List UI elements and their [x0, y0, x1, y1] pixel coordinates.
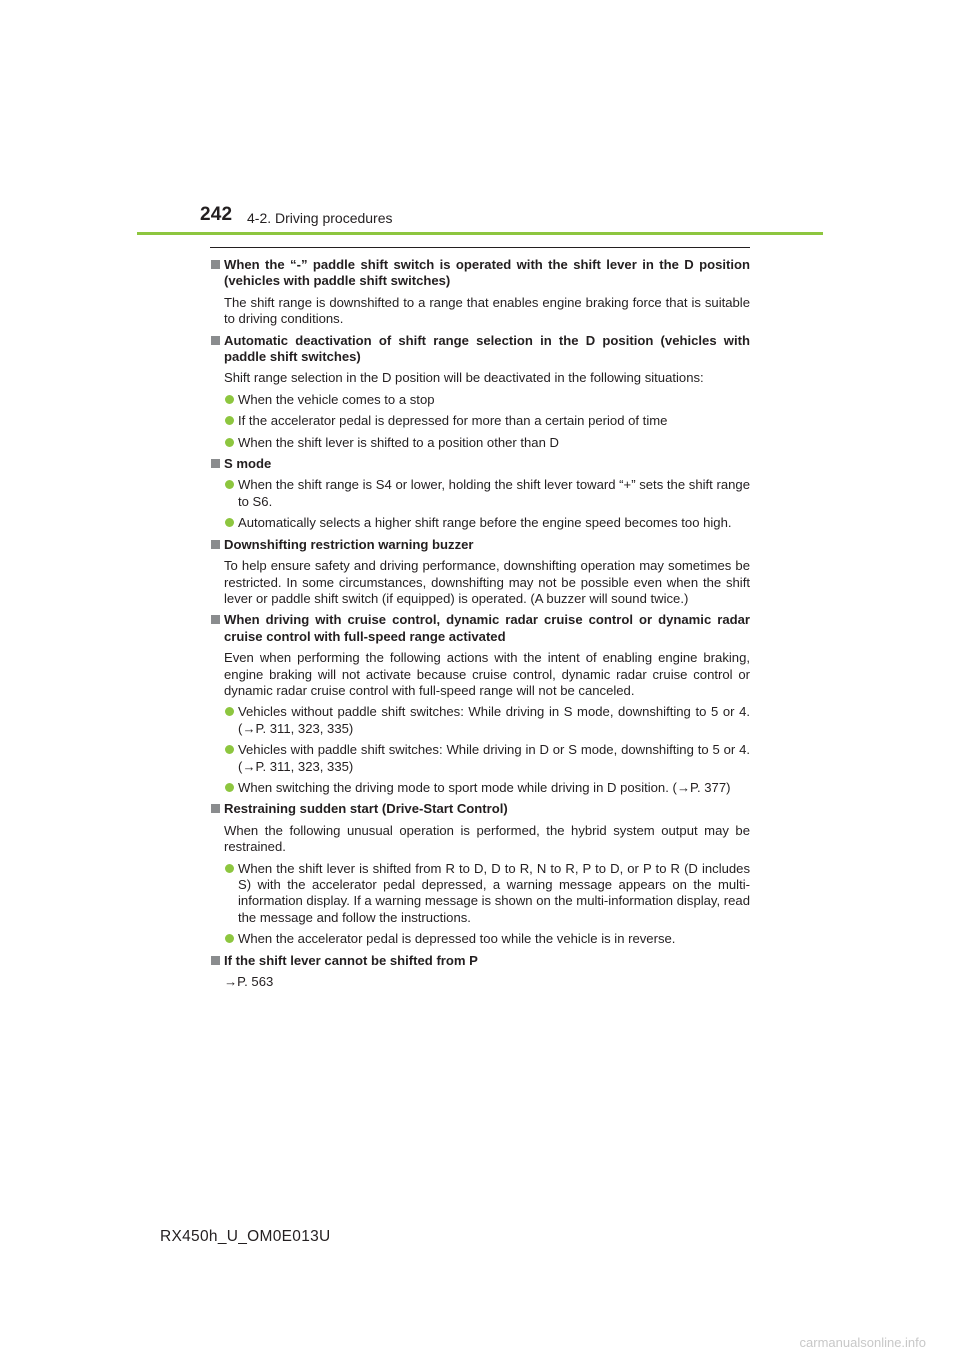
- square-bullet-icon: [211, 615, 220, 624]
- note-section: [210, 333, 750, 451]
- note-heading: [210, 953, 750, 969]
- square-bullet-icon: [211, 540, 220, 549]
- note-heading-text: If the shift lever cannot be shifted from P: [224, 952, 478, 968]
- list-item-text: If the accelerator pedal is depressed for more than a certain period of time: [238, 413, 668, 429]
- square-bullet-icon: [211, 336, 220, 345]
- note-heading: [210, 456, 750, 472]
- list-item: [210, 931, 750, 947]
- circle-bullet-icon: [225, 480, 234, 489]
- list-item: [210, 780, 750, 796]
- note-heading: [210, 612, 750, 645]
- note-paragraph: →P. 563: [224, 974, 274, 990]
- page-number: 242: [200, 204, 233, 225]
- note-heading-text: S mode: [224, 456, 272, 472]
- circle-bullet-icon: [225, 864, 234, 873]
- model-code: RX450h_U_OM0E013U: [160, 1228, 331, 1245]
- list-item-text: Automatically selects a higher shift range before the engine speed becomes too high.: [238, 515, 732, 531]
- list-item-text: When switching the driving mode to sport mode while driving in D position. (→P. 377): [238, 779, 731, 795]
- circle-bullet-icon: [225, 438, 234, 447]
- square-bullet-icon: [211, 956, 220, 965]
- list-item-text: When the shift lever is shifted to a position other than D: [238, 434, 559, 450]
- note-paragraph: Shift range selection in the D position will be deactivated in the following situations:: [224, 370, 704, 386]
- list-item-text: When the shift lever is shifted from R to D, D to R, N to R, P to D, or P to R (D includes S) with the accelerator pedal depressed, a warning message appears on the multi-information display. If a warning message is shown on the multi-information display, read the message and follow the instructions.: [238, 860, 750, 925]
- list-item: [210, 704, 750, 737]
- note-paragraph: The shift range is downshifted to a range that enables engine braking force that is suitable to driving conditions.: [224, 294, 750, 327]
- note-heading-text: Restraining sudden start (Drive-Start Control): [224, 801, 508, 817]
- note-heading: [210, 537, 750, 553]
- note-section: [210, 801, 750, 947]
- note-section: [210, 612, 750, 796]
- note-section: [210, 257, 750, 328]
- square-bullet-icon: [211, 459, 220, 468]
- square-bullet-icon: [211, 260, 220, 269]
- list-item-text: Vehicles with paddle shift switches: While driving in D or S mode, downshifting to 5 or 4. (→P. 311, 323, 335): [238, 742, 750, 774]
- circle-bullet-icon: [225, 745, 234, 754]
- list-item-text: When the vehicle comes to a stop: [238, 391, 435, 407]
- note-section: [210, 953, 750, 991]
- note-heading-text: When the “-” paddle shift switch is operated with the shift lever in the D position (vehicles with paddle shift switches): [224, 257, 750, 289]
- list-item: [210, 392, 750, 408]
- circle-bullet-icon: [225, 518, 234, 527]
- list-item-text: When the accelerator pedal is depressed too while the vehicle is in reverse.: [238, 931, 676, 947]
- note-heading: [210, 257, 750, 290]
- note-heading-text: Automatic deactivation of shift range selection in the D position (vehicles with paddle shift switches): [224, 332, 750, 365]
- note-heading-text: When driving with cruise control, dynamic radar cruise control or dynamic radar cruise control with full-speed range activated: [224, 612, 750, 644]
- list-item: [210, 515, 750, 531]
- note-paragraph: When the following unusual operation is performed, the hybrid system output may be restrained.: [224, 822, 750, 855]
- circle-bullet-icon: [225, 783, 234, 792]
- circle-bullet-icon: [225, 934, 234, 943]
- circle-bullet-icon: [225, 395, 234, 404]
- note-section: [210, 537, 750, 608]
- note-paragraph: To help ensure safety and driving performance, downshifting operation may sometimes be restricted. In some circumstances, downshifting may not be possible even when the shift lever or paddle shift switch (if equipped) is operated. (A buzzer will sound twice.): [224, 558, 750, 606]
- list-item: [210, 435, 750, 451]
- circle-bullet-icon: [225, 416, 234, 425]
- list-item-text: When the shift range is S4 or lower, holding the shift lever toward “+” sets the shift range to S6.: [238, 477, 750, 509]
- note-paragraph: Even when performing the following actions with the intent of enabling engine braking, engine braking will not activate because cruise control, dynamic radar cruise control or dynamic radar cruise control with full-speed range will not be canceled.: [224, 650, 750, 698]
- page-header: [0, 0, 960, 240]
- list-item: [210, 413, 750, 429]
- section-title: 4-2. Driving procedures: [247, 210, 393, 226]
- square-bullet-icon: [211, 804, 220, 813]
- list-item-text: Vehicles without paddle shift switches: While driving in S mode, downshifting to 5 or 4. (→P. 311, 323, 335): [238, 704, 750, 736]
- note-heading: [210, 333, 750, 366]
- watermark: carmanualsonline.info: [799, 1335, 926, 1350]
- note-section: [210, 456, 750, 532]
- list-item: [210, 477, 750, 510]
- list-item: [210, 742, 750, 775]
- circle-bullet-icon: [225, 707, 234, 716]
- note-heading: [210, 801, 750, 817]
- list-item: [210, 861, 750, 927]
- page-content: [210, 247, 750, 995]
- header-divider: [137, 232, 823, 235]
- note-heading-text: Downshifting restriction warning buzzer: [224, 536, 474, 552]
